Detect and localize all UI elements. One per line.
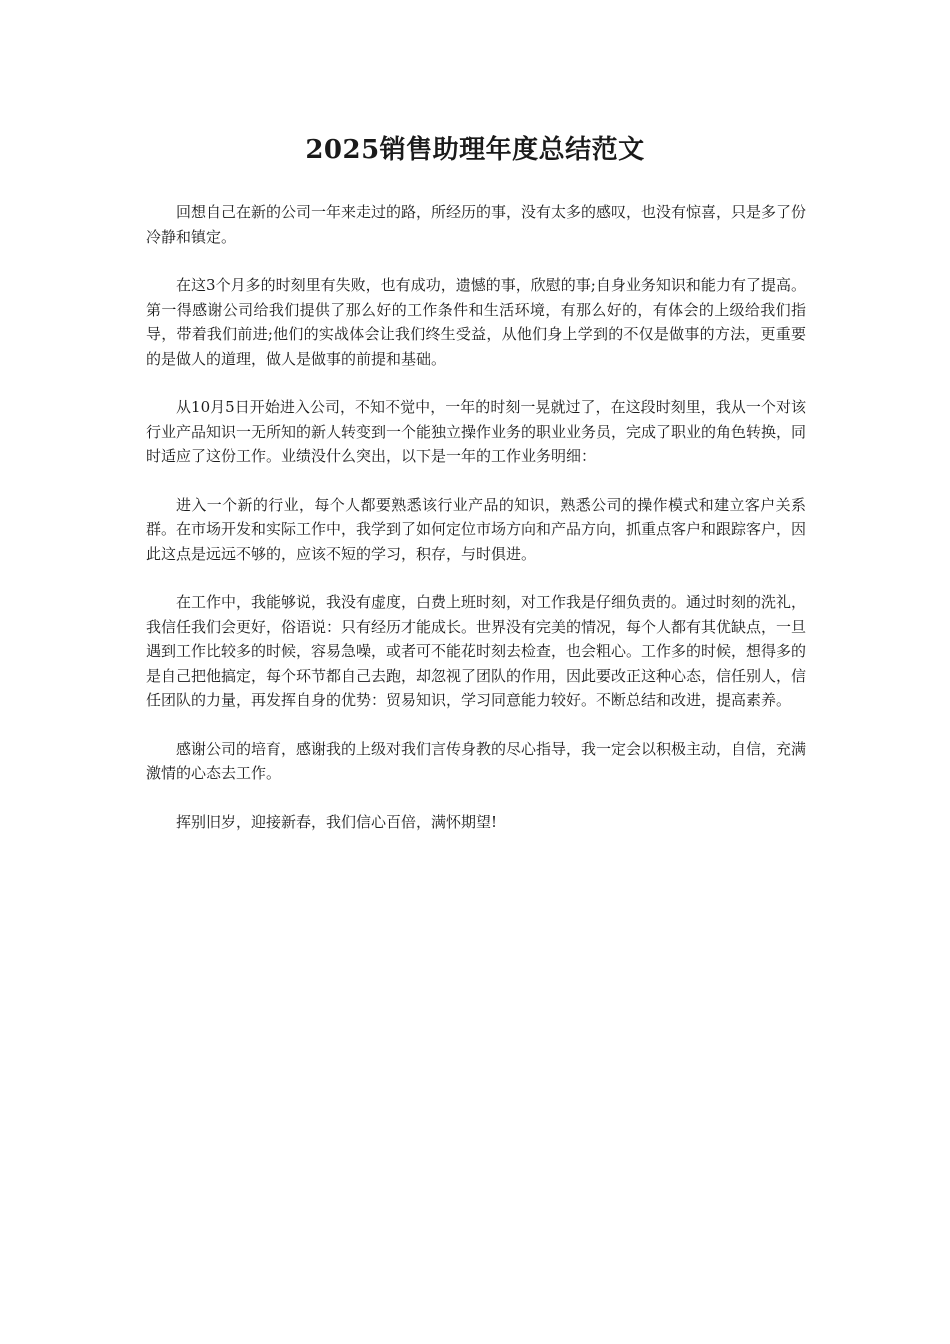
paragraph: 挥别旧岁，迎接新春，我们信心百倍，满怀期望! — [176, 812, 498, 831]
paragraph: 在工作中，我能够说，我没有虚度，白费上班时刻，对工作我是仔细负责的。通过时刻的洗礼，我信任我们会更好，俗语说：只有经历才能成长。世界没有完美的情况，每个人都有其优缺点，一旦遇到工作比较多的时候，容易急噪，或者可不能花时刻去检查，也会粗心。工作多的时候，想得多的是自己把他搞定，每个环节都自己去跑，却忽视了团队的作用，因此要改正这种心态，信任别人，信任团队的力量，再发挥自身的优势：贸易知识，学习同意能力较好。不断总结和改进，提高素养。 — [146, 593, 807, 709]
paragraph: 回想自己在新的公司一年来走过的路，所经历的事，没有太多的感叹，也没有惊喜，只是多了份冷静和镇定。 — [146, 203, 807, 246]
paragraph: 从10月5日开始进入公司，不知不觉中，一年的时刻一晃就过了，在这段时刻里，我从一个对该行业产品知识一无所知的新人转变到一个能独立操作业务的职业业务员，完成了职业的角色转换，同时适应了这份工作。业绩没什么突出，以下是一年的工作业务明细： — [146, 398, 807, 465]
paragraph: 感谢公司的培育，感谢我的上级对我们言传身教的尽心指导，我一定会以积极主动，自信，充满激情的心态去工作。 — [146, 739, 807, 782]
document-title: 2025销售助理年度总结范文 — [305, 135, 645, 165]
paragraph: 进入一个新的行业，每个人都要熟悉该行业产品的知识，熟悉公司的操作模式和建立客户关系群。在市场开发和实际工作中，我学到了如何定位市场方向和产品方向，抓重点客户和跟踪客户，因此这点是远远不够的，应该不短的学习，积存，与时俱进。 — [146, 495, 807, 563]
paragraph: 在这3个月多的时刻里有失败，也有成功，遗憾的事，欣慰的事;自身业务知识和能力有了提高。第一得感谢公司给我们提供了那么好的工作条件和生活环境，有那么好的，有体会的上级给我们指导，带着我们前进;他们的实战体会让我们终生受益，从他们身上学到的不仅是做事的方法，更重要的是做人的道理，做人是做事的前提和基础。 — [146, 276, 806, 368]
document-body — [146, 200, 806, 858]
